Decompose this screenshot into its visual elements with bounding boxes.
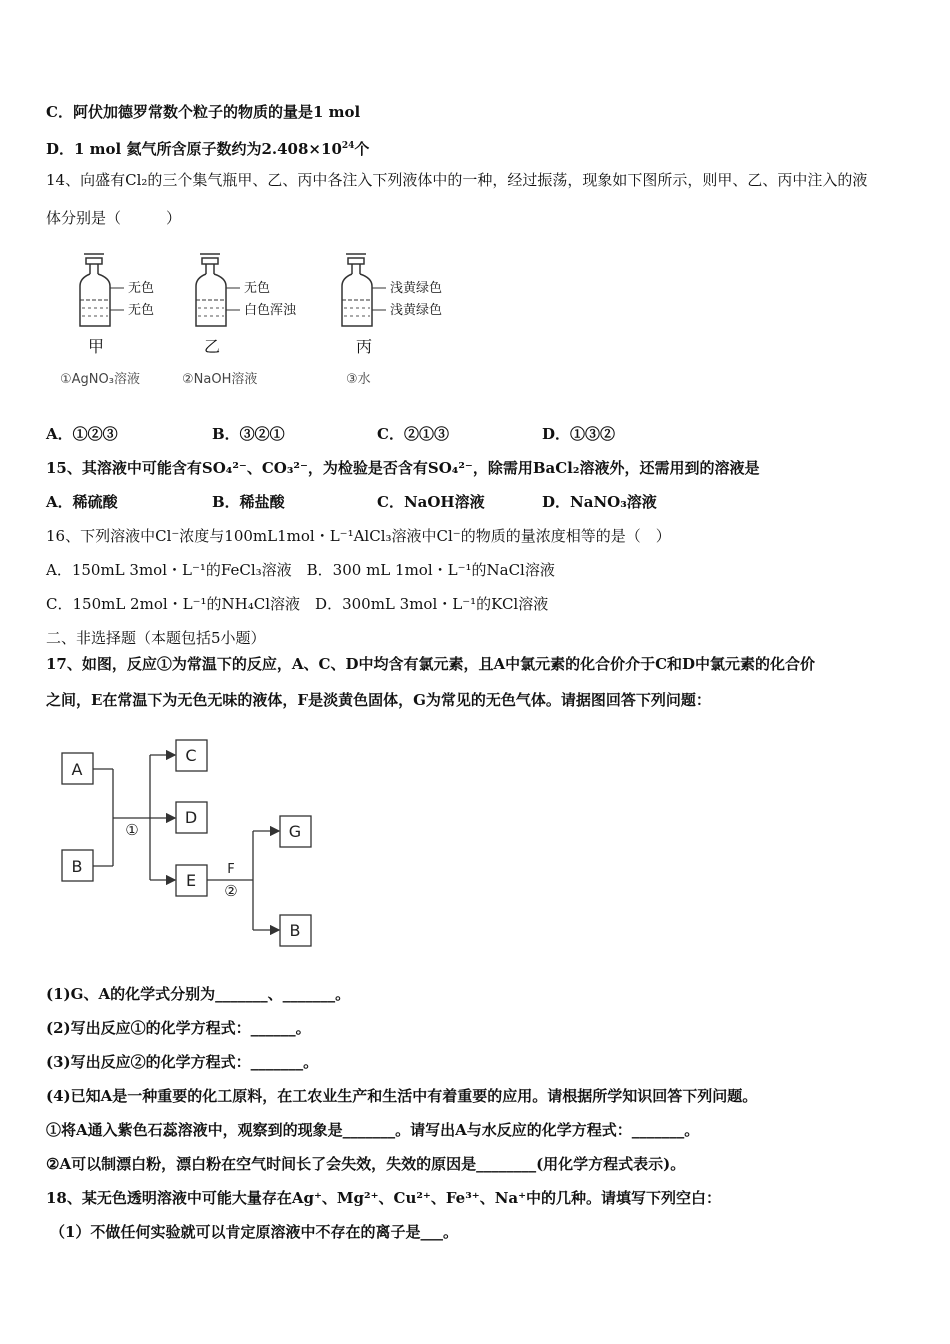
node-e-label: E [185,871,197,890]
reagent-f-label: F [227,862,235,877]
q18-sub1: （1）不做任何实验就可以肯定原溶液中不存在的离子是___。 [50,1223,458,1241]
bottle-yi-liquid: ②NaOH溶液 [182,372,258,387]
q16-options-ab: A．150mL 3mol・L⁻¹的FeCl₃溶液 B．300 mL 1mol・L⁻¹的NaCl溶液 [46,561,555,579]
reaction-2-label: ② [224,882,238,900]
bottle-bing-bottom-label: 浅黄绿色 [390,303,443,318]
node-a-label: A [71,760,83,779]
q17-sub4b: ②A可以制漂白粉，漂白粉在空气时间长了会失效，失效的原因是________(用化学方程式表示)。 [46,1155,686,1173]
reaction-1-label: ① [125,821,139,839]
q15-option-c: C．NaOH溶液 [377,493,485,511]
q14-option-a: A．①②③ [46,425,118,443]
q16-options-cd: C．150mL 2mol・L⁻¹的NH₄Cl溶液 D．300mL 3mol・L⁻¹的KCl溶液 [46,595,549,613]
q17-sub4: (4)已知A是一种重要的化工原料，在工农业生产和生活中有着重要的应用。请根据所学知识回答下列问题。 [46,1087,758,1105]
q14-option-b: B．③②① [212,425,285,443]
section-heading: 二、非选择题（本题包括5小题） [46,629,266,647]
bottle-yi-name: 乙 [204,337,221,356]
q14-option-c: C．②①③ [377,425,449,443]
q13-option-c: C．阿伏加德罗常数个粒子的物质的量是1 mol [46,103,361,121]
q13-d-text: D．1 mol 氦气所含原子数约为2.408×10 [46,140,342,158]
reaction-diagram [55,735,325,950]
node-g-label: G [288,822,302,841]
q15-stem: 15、其溶液中可能含有SO₄²⁻、CO₃²⁻，为检验是否含有SO₄²⁻，除需用BaCl₂溶液外，还需用到的溶液是 [46,459,760,477]
q14-stem-line1: 14、向盛有Cl₂的三个集气瓶甲、乙、丙中各注入下列液体中的一种，经过振荡，现象如下图所示，则甲、乙、丙中注入的液 [46,171,868,189]
bottle-jia-name: 甲 [88,337,105,356]
q17-stem-line2: 之间，E在常温下为无色无味的液体，F是淡黄色固体，G为常见的无色气体。请据图回答下列问题： [46,691,711,709]
q15-option-d: D．NaNO₃溶液 [542,493,657,511]
q13-d-unit: 个 [354,140,370,158]
q16-stem: 16、下列溶液中Cl⁻浓度与100mL1mol・L⁻¹AlCl₃溶液中Cl⁻的物质的量浓度相等的是（ ） [46,527,671,545]
bottle-bing-name: 丙 [356,337,373,356]
node-c-label: C [185,746,197,765]
bottle-yi-top-label: 无色 [244,281,271,296]
bottle-bing [342,254,386,326]
q14-option-d: D．①③② [542,425,616,443]
bottle-jia-liquid: ①AgNO₃溶液 [60,372,140,387]
bottle-yi [196,254,240,326]
node-b2-label: B [289,921,301,940]
bottle-yi-bottom-label: 白色浑浊 [244,303,297,318]
q17-sub4a: ①将A通入紫色石蕊溶液中，观察到的现象是_______。请写出A与水反应的化学方程式：_______。 [46,1121,700,1139]
q13-d-exponent: 24 [341,141,355,151]
node-d-label: D [184,808,198,827]
q13-option-d [46,136,369,159]
q18-stem: 18、某无色透明溶液中可能大量存在Ag⁺、Mg²⁺、Cu²⁺、Fe³⁺、Na⁺中的几种。请填写下列空白： [46,1189,722,1207]
q17-stem-line1: 17、如图，反应①为常温下的反应，A、C、D中均含有氯元素，且A中氯元素的化合价介于C和D中氯元素的化合价 [46,655,816,673]
bottle-jia-bottom-label: 无色 [128,303,155,318]
q17-sub1: (1)G、A的化学式分别为_______、_______。 [46,985,351,1003]
bottle-bing-liquid: ③水 [346,372,371,387]
node-b-label: B [71,857,83,876]
q14-stem-line2: 体分别是（ ） [46,209,182,227]
q17-sub3: (3)写出反应②的化学方程式：_______。 [46,1053,319,1071]
q15-option-a: A．稀硫酸 [46,493,118,511]
q15-option-b: B．稀盐酸 [212,493,285,511]
bottle-bing-top-label: 浅黄绿色 [390,281,443,296]
bottle-jia-top-label: 无色 [128,281,155,296]
bottle-jia [80,254,124,326]
q17-sub2: (2)写出反应①的化学方程式：______。 [46,1019,311,1037]
